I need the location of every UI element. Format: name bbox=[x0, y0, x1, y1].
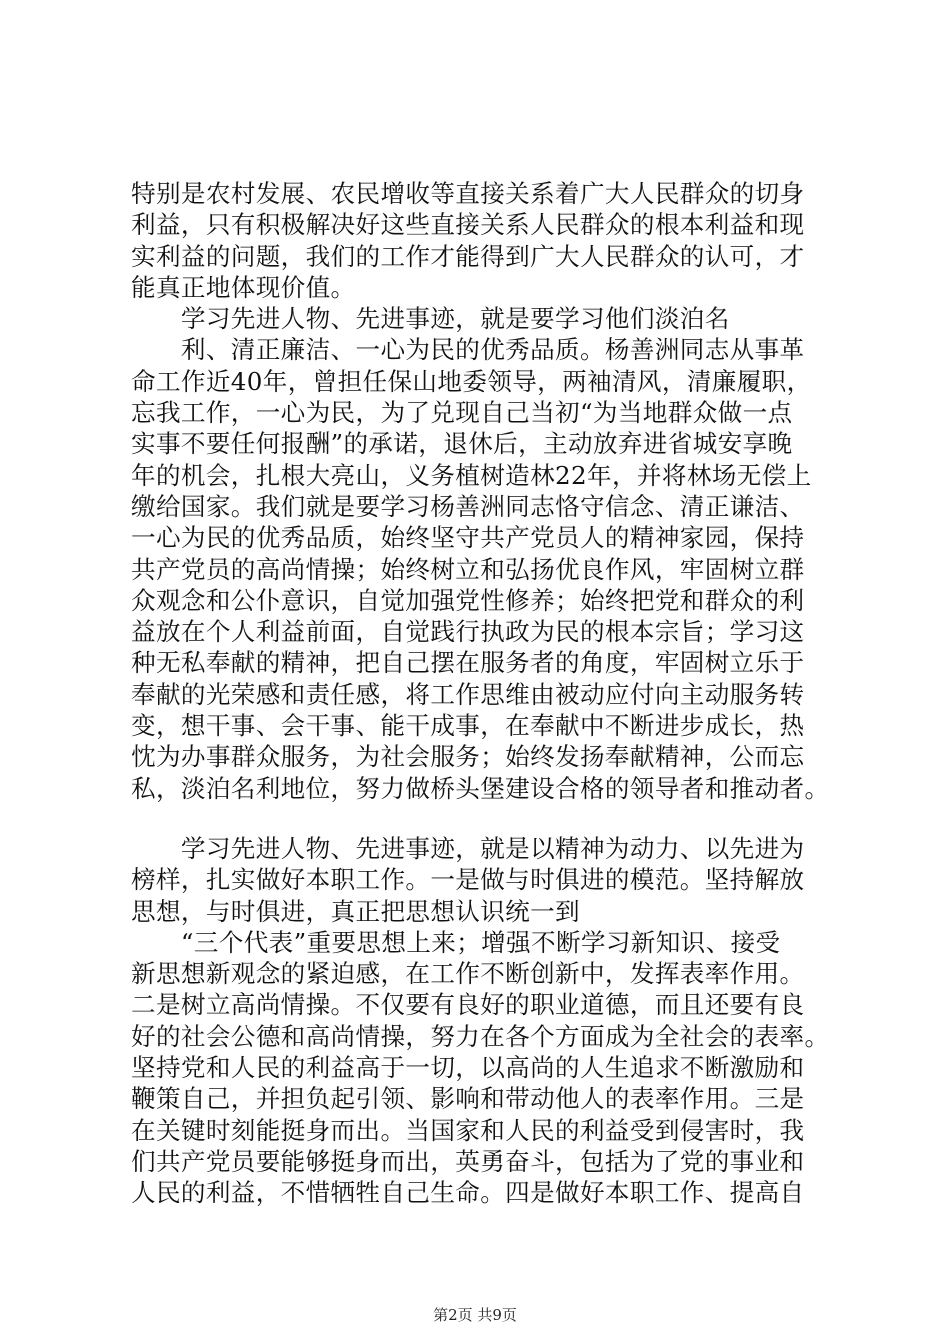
text-line: 坚持党和人民的利益高于一切，以高尚的人生追求不断激励和 bbox=[131, 1053, 805, 1083]
text-line: 忱为办事群众服务，为社会服务；始终发扬奉献精神，公而忘 bbox=[131, 742, 805, 772]
text-line: 利、清正廉洁、一心为民的优秀品质。杨善洲同志从事革 bbox=[131, 335, 805, 365]
text-line: 年的机会，扎根大亮山，义务植树造林22年，并将林场无偿上 bbox=[131, 460, 812, 490]
text-line: 利益，只有积极解决好这些直接关系人民群众的根本利益和现 bbox=[131, 210, 805, 240]
text-line: 新思想新观念的紧迫感，在工作不断创新中，发挥表率作用。 bbox=[131, 959, 805, 989]
text-line: 实利益的问题，我们的工作才能得到广大人民群众的认可，才 bbox=[131, 241, 805, 271]
text-line: 们共产党员要能够挺身而出，英勇奋斗，包括为了党的事业和 bbox=[131, 1146, 805, 1176]
text-line: 学习先进人物、先进事迹，就是以精神为动力、以先进为 bbox=[131, 833, 805, 863]
text-line: 人民的利益，不惜牺牲自己生命。四是做好本职工作、提高自 bbox=[131, 1178, 805, 1208]
text-line: 一心为民的优秀品质，始终坚守共产党员人的精神家园，保持 bbox=[131, 523, 805, 553]
text-line: 变，想干事、会干事、能干成事，在奉献中不断进步成长，热 bbox=[131, 711, 805, 741]
text-line: 奉献的光荣感和责任感，将工作思维由被动应付向主动服务转 bbox=[131, 679, 805, 709]
text-line: 实事不要任何报酬”的承诺，退休后，主动放弃进省城安享晚 bbox=[131, 429, 793, 459]
text-line: 众观念和公仆意识，自觉加强党性修养；始终把党和群众的利 bbox=[131, 585, 805, 615]
text-line: 能真正地体现价值。 bbox=[131, 272, 356, 302]
text-line: 思想，与时俱进，真正把思想认识统一到 bbox=[131, 896, 580, 926]
paragraph-gap bbox=[131, 804, 831, 833]
text-line: 鞭策自己，并担负起引领、影响和带动他人的表率作用。三是 bbox=[131, 1084, 805, 1114]
text-line: “三个代表”重要思想上来；增强不断学习新知识、接受 bbox=[131, 927, 781, 957]
text-line: 好的社会公德和高尚情操，努力在各个方面成为全社会的表率。 bbox=[131, 1021, 830, 1051]
text-line: 私，淡泊名利地位，努力做桥头堡建设合格的领导者和推动者。 bbox=[131, 773, 830, 803]
text-line: 命工作近40年，曾担任保山地委领导，两袖清风，清廉履职， bbox=[131, 366, 812, 396]
text-line: 缴给国家。我们就是要学习杨善洲同志恪守信念、清正谦洁、 bbox=[131, 491, 805, 521]
text-line: 在关键时刻能挺身而出。当国家和人民的利益受到侵害时，我 bbox=[131, 1115, 805, 1145]
body-text bbox=[131, 178, 831, 1209]
text-line: 学习先进人物、先进事迹，就是要学习他们淡泊名 bbox=[131, 304, 730, 334]
text-line: 种无私奉献的精神，把自己摆在服务者的角度，牢固树立乐于 bbox=[131, 648, 805, 678]
text-line: 忘我工作，一心为民，为了兑现自己当初“为当地群众做一点 bbox=[131, 398, 793, 428]
page-footer: 第2页 共9页 bbox=[433, 1306, 517, 1324]
text-line: 榜样，扎实做好本职工作。一是做与时俱进的模范。坚持解放 bbox=[131, 865, 805, 895]
text-line: 二是树立高尚情操。不仅要有良好的职业道德，而且还要有良 bbox=[131, 990, 805, 1020]
text-line: 益放在个人利益前面，自觉践行执政为民的根本宗旨；学习这 bbox=[131, 617, 805, 647]
text-line: 共产党员的高尚情操；始终树立和弘扬优良作风，牢固树立群 bbox=[131, 554, 805, 584]
text-line: 特别是农村发展、农民增收等直接关系着广大人民群众的切身 bbox=[131, 179, 805, 208]
